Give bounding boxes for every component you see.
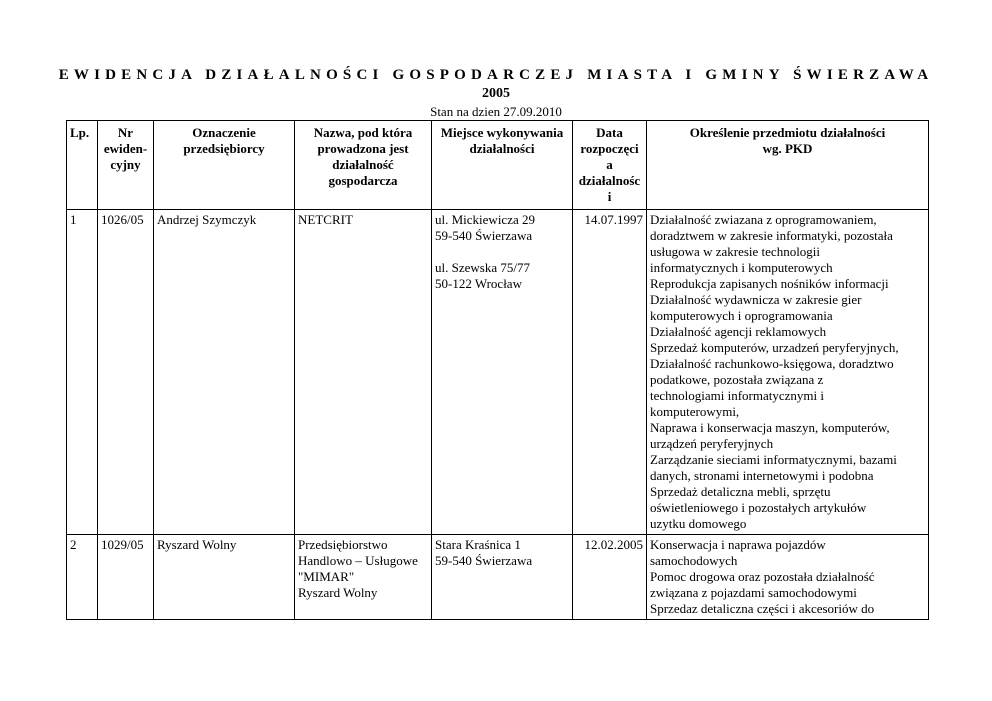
header-business-name: Nazwa, pod która prowadzona jest działalność gospodarcza	[295, 121, 432, 210]
header-location: Miejsce wykonywania działalności	[432, 121, 573, 210]
table-row	[67, 535, 929, 620]
header-pkd: Określenie przedmiotu działalności wg. PKD	[647, 121, 929, 210]
registry-table	[66, 120, 929, 620]
cell-lp: 2	[67, 535, 98, 620]
cell-entrepreneur: Ryszard Wolny	[154, 535, 295, 620]
cell-location: ul. Mickiewicza 29 59-540 Świerzawa ul. Szewska 75/77 50-122 Wrocław	[432, 210, 573, 535]
cell-pkd: Konserwacja i naprawa pojazdów samochodowych Pomoc drogowa oraz pozostała działalność związana z pojazdami samochodowymi Sprzedaz detaliczna części i akcesoriów do	[647, 535, 929, 620]
header-lp: Lp.	[67, 121, 98, 210]
cell-business-name: NETCRIT	[295, 210, 432, 535]
status-date: Stan na dzien 27.09.2010	[430, 104, 562, 119]
cell-pkd: Działalność zwiazana z oprogramowaniem, doradztwem w zakresie informatyki, pozostała usługowa w zakresie technologii informatycznych i komputerowych Reprodukcja zapisanych nośników informacji Działalność wydawnicza w zakresie gier komputerowych i oprogramowania Działalność agencji reklamowych Sprzedaż komputerów, urzadzeń peryferyjnych, Działalność rachunkowo-księgowa, doradztwo podatkowe, pozostała związana z technologiami informatycznymi i komputerowymi, Naprawa i konserwacja maszyn, komputerów, urządzeń peryferyjnych Zarządzanie sieciami informatycznymi, bazami danych, stronami internetowymi i podobna Sprzedaż detaliczna mebli, sprzętu oświetleniowego i pozostałych artykułów uzytku domowego	[647, 210, 929, 535]
cell-nr: 1026/05	[98, 210, 154, 535]
cell-business-name: Przedsiębiorstwo Handlowo – Usługowe "MIMAR" Ryszard Wolny	[295, 535, 432, 620]
header-start-date: Data rozpoczęci a działalnośc i	[573, 121, 647, 210]
header-nr: Nr ewiden- cyjny	[98, 121, 154, 210]
cell-entrepreneur: Andrzej Szymczyk	[154, 210, 295, 535]
cell-nr: 1029/05	[98, 535, 154, 620]
cell-lp: 1	[67, 210, 98, 535]
document-title: EWIDENCJA DZIAŁALNOŚCI GOSPODARCZEJ MIASTA I GMINY ŚWIERZAWA	[58, 67, 934, 83]
cell-start-date: 14.07.1997	[573, 210, 647, 535]
table-header-row	[67, 121, 929, 210]
cell-start-date: 12.02.2005	[573, 535, 647, 620]
cell-location: Stara Kraśnica 1 59-540 Świerzawa	[432, 535, 573, 620]
header-entrepreneur: Oznaczenie przedsiębiorcy	[154, 121, 295, 210]
document-year: 2005	[482, 86, 510, 101]
table-row	[67, 210, 929, 535]
